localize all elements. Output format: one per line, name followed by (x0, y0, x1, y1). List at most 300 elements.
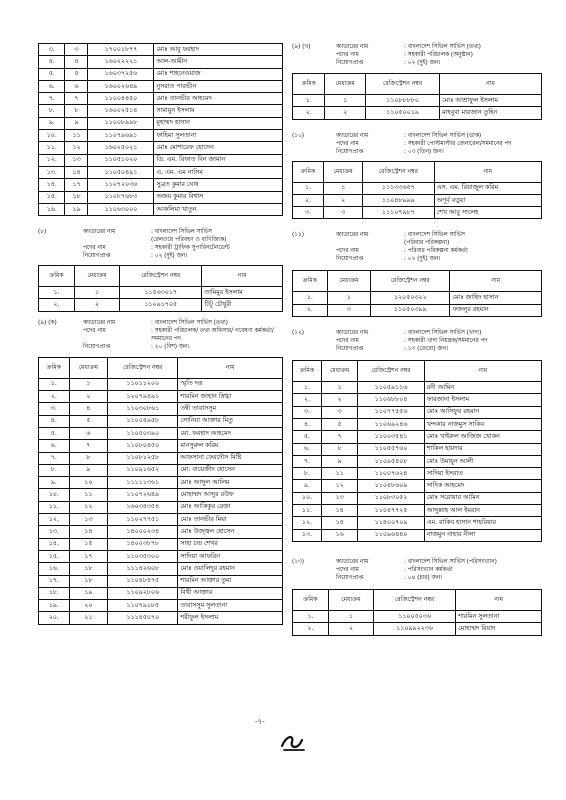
post-label: পদের নাম (336, 566, 359, 573)
recruited-value: : ০২ (দুই) জন। (151, 253, 188, 260)
cell-serial: ৩. (293, 406, 322, 418)
table-row (293, 394, 542, 406)
cell-reg: ১১০২৭৭৫১ (108, 514, 178, 526)
cell-merit: ১ (324, 182, 363, 194)
cell-reg: ১১৪০০৭০৯ (358, 517, 424, 529)
cell-name: এ. এম. এম নাসিম (154, 166, 283, 178)
section-8-meta (38, 228, 283, 260)
cell-serial: ১. (293, 182, 324, 194)
cell-name: মোঃ শাহনেওয়াজ (154, 68, 283, 80)
cell-serial: ১১. (293, 505, 322, 517)
post-label: পদের নাম (336, 140, 359, 147)
table-row (39, 612, 283, 624)
col-reg: রেজিস্ট্রেশন নম্বর (363, 161, 434, 182)
cell-name: এম. রাকিব হাসান শাহরিয়ার (424, 517, 541, 529)
cell-name: মোঃ আসিফুর রহমান (424, 406, 541, 418)
table-row (39, 299, 283, 311)
cell-reg: ১৪০০৩৮৭৮ (108, 538, 178, 550)
cell-merit: ৩ (65, 44, 88, 56)
cell-merit: ১২ (69, 501, 107, 513)
cell-serial: ১০. (39, 130, 65, 142)
cell-serial: ৬. (293, 443, 322, 455)
cell-reg: ১১০৪৮৬০৯ (358, 480, 424, 492)
post-value: : সহকারী পোস্টমাস্টার জেনারেল/সমমানের পদ (404, 140, 512, 147)
cell-serial: ১. (39, 287, 75, 299)
cell-serial: ১৮. (39, 587, 70, 599)
cell-merit: ৫ (65, 68, 88, 80)
table-row (293, 194, 542, 206)
top-table-body (39, 44, 283, 216)
cell-merit: ৩ (321, 406, 357, 418)
cell-merit: ১ (328, 610, 373, 622)
table-row (293, 505, 542, 517)
table-row (293, 292, 542, 304)
col-reg: রেজিস্ট্রেশন নম্বর (365, 74, 439, 95)
cell-merit: ৯ (65, 117, 88, 129)
post-value: : পরিসংখ্যান কর্মকর্তা (404, 566, 453, 573)
cell-merit: ১৯ (65, 203, 88, 215)
recruited-value: : ২০ (বিশ) জন। (151, 343, 190, 350)
cell-name: বিথী আক্তার (178, 587, 283, 599)
cell-merit: ১২ (65, 142, 88, 154)
col-merit: মেধাক্রম (69, 357, 107, 378)
recruited-label: নিয়োগপ্রাপ্ত (336, 256, 364, 263)
cell-merit: ২ (69, 391, 107, 403)
cell-reg: ১১০৬৮৮০৪ (358, 394, 424, 406)
col-reg: রেজিস্ট্রেশন নম্বর (371, 271, 450, 292)
cell-merit: ৮ (65, 105, 88, 117)
section-8-body (39, 287, 283, 312)
cell-merit: ২ (74, 299, 119, 311)
cell-merit: ২ (324, 194, 363, 206)
cell-reg: ১১০৭২০৩৬ (88, 179, 154, 191)
cell-merit: ১৩ (321, 492, 357, 504)
cadre-label: ক্যাডারের নাম (336, 330, 369, 337)
cell-merit: ৩ (327, 304, 370, 316)
recruited-value: : ০৪ (চার) জন। (404, 574, 443, 581)
table-row (39, 452, 283, 464)
table-row (39, 477, 283, 489)
cell-reg: ১১০০৪৯৫৮ (108, 415, 178, 427)
col-serial: ক্রমিক (39, 266, 75, 287)
cell-reg: ১১০৯৬৪৪০ (358, 529, 424, 541)
cell-name: মোঃ ওয়ালিদুর রহমান (178, 563, 283, 575)
right-column (292, 0, 542, 636)
table-row (39, 93, 283, 105)
cell-serial: ১১. (39, 142, 65, 154)
left-column (38, 0, 283, 625)
cell-name: সোনিয়া আক্তার মিতু (178, 415, 283, 427)
cell-reg: ১১০৫০০১৯ (365, 107, 439, 119)
cell-serial: ৫. (39, 68, 65, 80)
cell-name: খন্দকার নাজমুস সাকিব (424, 418, 541, 430)
page-number: -৭- (255, 718, 265, 726)
cell-name: তামিমুর ইসলাম (202, 287, 283, 299)
cell-name: অপূর্ব বড়ুয়া (434, 194, 541, 206)
recruited-label: নিয়োগপ্রাপ্ত (336, 60, 364, 66)
table-row (39, 501, 283, 513)
cell-name: শারমিন আক্তার তুমা (178, 575, 283, 587)
cell-merit: ৪ (65, 56, 88, 68)
section-number: (৯) (খ) (292, 44, 311, 50)
cell-merit: ১৩ (69, 514, 107, 526)
cell-name: মোঃ মোশারেফ হোসেন (154, 142, 283, 154)
col-serial: ক্রমিক (39, 357, 70, 378)
cell-merit: ২ (325, 107, 366, 119)
cell-reg: ১১০৯১৭০৫ (119, 299, 201, 311)
col-name: নাম (440, 74, 542, 95)
col-merit: মেধাক্রম (328, 589, 373, 610)
cell-name: মো. ফরহাদ আহমেদ (178, 427, 283, 439)
table-row (293, 207, 542, 219)
cell-reg: ১১০৯২৮০৬ (108, 587, 178, 599)
cell-serial: ২. (39, 299, 75, 311)
cell-merit: ১ (321, 382, 357, 394)
cell-merit: ১ (325, 95, 366, 107)
cell-merit: ১৮ (69, 575, 107, 587)
col-merit: মেধাক্রম (325, 74, 366, 95)
cell-name: মোহাম্মদ রিয়াদ (456, 623, 542, 635)
cell-merit: ৫ (321, 418, 357, 430)
cell-serial: ২. (293, 394, 322, 406)
cell-merit: ১৭ (65, 179, 88, 191)
cell-serial: ৪. (39, 56, 65, 68)
cell-serial: ১০. (293, 492, 322, 504)
cell-reg: ১১০৫৫৭৬০ (358, 443, 424, 455)
cell-name: শাকিল হায়দার (424, 443, 541, 455)
cell-merit: ৯ (321, 455, 357, 467)
cell-serial: ৬. (39, 440, 70, 452)
cell-serial: ১১. (39, 501, 70, 513)
col-name: নাম (178, 357, 283, 378)
table-row (293, 455, 542, 467)
section-9kh-table (292, 73, 542, 120)
recruited-label: নিয়োগপ্রাপ্ত (83, 343, 111, 350)
col-merit: মেধাক্রম (327, 271, 370, 292)
cell-reg: ১১০৯১৬৫২ (108, 464, 178, 476)
cell-name: সুব্রত কুমার ঘোষ (154, 179, 283, 191)
table-row (39, 587, 283, 599)
cell-name: মোঃ আশ্রাফুল ইসলাম (440, 95, 542, 107)
post-value: : পরিবার পরিকল্পনা কর্মকর্তা (404, 248, 468, 255)
cell-serial: ২. (39, 391, 70, 403)
cell-merit: ১৫ (69, 538, 107, 550)
table-row (39, 514, 283, 526)
post-value: : সহকারী খাদ্য নিয়ন্ত্রক/সমমানের পদ (404, 338, 488, 345)
cadre-value: : বাংলাদেশ সিভিল সার্ভিস (ডাক) (404, 132, 482, 139)
cell-reg: ১১০৮৮৮৮০ (365, 95, 439, 107)
cell-name: অজয় কুমার বিশ্বাস (154, 191, 283, 203)
table-row (293, 529, 542, 541)
cell-reg: ১১০৬৯২৪৬ (358, 418, 424, 430)
table-row (39, 166, 283, 178)
cell-reg: ১৬০২৫০২১ (88, 142, 154, 154)
cell-name: মোঃ তানভীর মিয়া (178, 514, 283, 526)
cell-serial: ২. (293, 194, 324, 206)
cell-reg: ১১০৩০৮৬১ (108, 403, 178, 415)
cell-serial: ৯. (39, 117, 65, 129)
recruited-label: নিয়োগপ্রাপ্ত (83, 253, 111, 260)
table-row (293, 406, 542, 418)
cell-name: তন্বী তাবাসসুম (178, 403, 283, 415)
table-row (39, 464, 283, 476)
cell-serial: ১০. (39, 489, 70, 501)
cell-merit: ৩ (324, 207, 363, 219)
cell-serial: ১৩. (293, 529, 322, 541)
cell-reg: ১১০৫৯১১৬ (358, 382, 424, 394)
cell-merit: ২১ (69, 612, 107, 624)
cadre-value: : বাংলাদেশ সিভিল সার্ভিস (তথ্য) (151, 319, 228, 326)
cell-reg: ১১০৭৯৬৯১ (88, 130, 154, 142)
cell-reg: ১১০৮৭৬৮৩ (88, 191, 154, 203)
cell-serial: ৪. (293, 418, 322, 430)
table-row (39, 105, 283, 117)
post-label: পদের নাম (336, 248, 359, 255)
table-row (39, 80, 283, 92)
table-row (293, 623, 542, 635)
cell-reg: ১১০৫০৩৯০ (108, 427, 178, 439)
table-row (39, 600, 283, 612)
cell-reg: ১২০৭৯৪৯১ (108, 391, 178, 403)
post-value: : সহকারী পরিচালক/ তথ্য অফিসার/ গবেষণা কর্মকর্তা/ সমমানের পদ (151, 327, 274, 342)
cell-name: মানসুরুল করিম (178, 440, 283, 452)
section-number: (১১) (292, 232, 305, 239)
post-value: : সহকারী ট্রাফিক সুপারিনটেনডেন্ট (151, 245, 230, 252)
table-row (39, 191, 283, 203)
cell-reg: ১১০৯৫৪০৮ (358, 455, 424, 467)
cell-reg: ১১০০৪৪৫০ (88, 93, 154, 105)
cell-name: আকলিমা খাতুন (154, 203, 283, 215)
cell-serial: ১. (293, 610, 329, 622)
cadre-value: : বাংলাদেশ সিভিল সার্ভিস (404, 232, 465, 239)
cell-name: সাহা চন্দ্র শেখর (178, 538, 283, 550)
cell-serial: ৮. (39, 105, 65, 117)
section-12-body (293, 382, 542, 542)
cell-serial: ২. (293, 623, 329, 635)
table-row (39, 489, 283, 501)
cell-merit: ২ (328, 623, 373, 635)
cell-serial: ৮. (293, 468, 322, 480)
cell-reg: ১৬০০২৫১৪ (88, 105, 154, 117)
cell-reg: ১৬০৩৪৩৫৪ (108, 501, 178, 513)
cell-merit: ১৬ (321, 529, 357, 541)
section-12-table (292, 360, 542, 542)
cell-merit: ১৪ (65, 166, 88, 178)
table-row (39, 526, 283, 538)
cell-reg: ১১৫৬৩০১৭ (119, 287, 201, 299)
table-row (293, 431, 542, 443)
table-row (293, 182, 542, 194)
cell-serial: ২. (293, 304, 328, 316)
recruited-label: নিয়োগপ্রাপ্ত (336, 574, 364, 581)
recruited-label: নিয়োগপ্রাপ্ত (336, 148, 364, 155)
table-row (293, 468, 542, 480)
cell-reg: ১১০৬৩০০০ (88, 203, 154, 215)
cell-serial: ৭. (39, 93, 65, 105)
cell-serial: ৬. (39, 80, 65, 92)
cell-reg: ১১০৪৮৪৭৫ (108, 575, 178, 587)
cell-merit: ১৮ (69, 563, 107, 575)
table-row (39, 44, 283, 56)
table-row (39, 203, 283, 215)
cell-serial: ৯. (293, 480, 322, 492)
cell-name: নাজমুন নাহার নীলা (424, 529, 541, 541)
cell-name: আফসানা ফেরদৌস মিষ্টি (178, 452, 283, 464)
cell-name: আল-আমীন (154, 56, 283, 68)
section-9k-body (39, 378, 283, 624)
cell-merit: ৯ (69, 464, 107, 476)
cell-merit: ৮ (321, 443, 357, 455)
top-table (38, 43, 283, 216)
cell-serial: ১৫. (39, 191, 65, 203)
cell-name: টিটু চৌধুরী (202, 299, 283, 311)
cell-serial: ৯. (39, 477, 70, 489)
cell-serial: ১৯. (39, 600, 70, 612)
table-row (39, 391, 283, 403)
cell-merit: ১৪ (69, 526, 107, 538)
col-reg: রেজিস্ট্রেশন নম্বর (108, 357, 178, 378)
col-name: নাম (450, 271, 542, 292)
cell-merit: ১৯ (69, 587, 107, 599)
cell-merit: ১১ (65, 130, 88, 142)
cell-serial: ১৬. (39, 203, 65, 215)
col-name: নাম (202, 266, 283, 287)
table-row (39, 56, 283, 68)
table-row (39, 427, 283, 439)
table-row (293, 107, 542, 119)
cadre-value: : বাংলাদেশ সিভিল সার্ভিস (তথ্য) (404, 44, 481, 50)
cell-merit: ১৪ (321, 505, 357, 517)
cell-name: মোঃ আবু ফরহাদ (154, 44, 283, 56)
cell-reg: ১১০৭৯১৮৫ (108, 600, 178, 612)
cell-reg: ১৪০০০২৩৪ (108, 526, 178, 538)
cadre-value: : বাংলাদেশ সিভিল সার্ভিস (151, 229, 212, 236)
cell-name: মাহবুবা মারজান তুহিন (440, 107, 542, 119)
post-value: : সহকারী পরিচালক (অনুষ্ঠান) (404, 52, 473, 58)
section-11-body (293, 292, 542, 317)
table-row (39, 550, 283, 562)
col-reg: রেজিস্ট্রেশন নম্বর (119, 266, 201, 287)
table-row (39, 563, 283, 575)
cell-merit: ৭ (321, 431, 357, 443)
cell-merit: ১৮ (65, 191, 88, 203)
cell-serial: ৫. (293, 431, 322, 443)
cell-reg: ১১০৮৩০৫২ (358, 492, 424, 504)
table-row (39, 378, 283, 390)
cell-name: মোঃ জাহিদ হাসান (450, 292, 542, 304)
cell-serial: ২. (293, 107, 325, 119)
table-row (39, 287, 283, 299)
cell-serial: ৩. (39, 44, 65, 56)
col-merit: মেধাক্রম (74, 266, 119, 287)
cell-reg: ১১০৮১২৫৮ (108, 452, 178, 464)
cadre-value-2: (পরিবার পরিকল্পনা) (404, 240, 450, 247)
cadre-label: ক্যাডারের নাম (336, 232, 369, 239)
col-name: নাম (424, 361, 541, 382)
cadre-label: ক্যাডারের নাম (83, 229, 116, 236)
cell-reg: ১১০৭২৬৪৯ (108, 489, 178, 501)
post-label: পদের নাম (336, 338, 359, 345)
section-13-body (293, 610, 542, 635)
cell-reg: ১১০৮০৪৫০ (108, 440, 178, 452)
col-serial: ক্রমিক (293, 271, 328, 292)
cell-name: মোঃ আব্দুল আলিম (178, 477, 283, 489)
cell-reg: ১১০০৮৯৯৮ (88, 117, 154, 129)
table-row (293, 492, 542, 504)
cell-merit: ৬ (65, 80, 88, 92)
table-row (293, 95, 542, 107)
cell-serial: ১৩. (39, 166, 65, 178)
recruited-value: : ০৩ (তিন) জন। (404, 148, 444, 155)
cell-reg: ১১১১১৩৬১ (108, 477, 178, 489)
cell-merit: ৫ (69, 415, 107, 427)
cell-reg: ১১০৫১০২০ (88, 154, 154, 166)
cadre-label: ক্যাডারের নাম (336, 558, 369, 565)
section-8-table (38, 265, 283, 312)
col-merit: মেধাক্রম (321, 361, 357, 382)
section-10-table (292, 161, 542, 220)
cell-reg: ১১১৪৫০৭০ (108, 612, 178, 624)
section-9kh-meta (292, 43, 542, 67)
table-row (293, 304, 542, 316)
cell-reg: ১১০১১২০০ (108, 378, 178, 390)
cell-serial: ৩. (39, 403, 70, 415)
cell-serial: ১২. (39, 154, 65, 166)
section-13-meta (292, 558, 542, 582)
table-row (39, 415, 283, 427)
cell-merit: ১৩ (65, 154, 88, 166)
cell-name: স্মৃতি দত্ত (178, 378, 283, 390)
cell-reg: ১১০৫০৪৯১ (88, 166, 154, 178)
table-row (39, 575, 283, 587)
section-13-table (292, 589, 542, 636)
cell-serial: ৭. (39, 452, 70, 464)
cadre-value-2: (রেলওয়ে পরিবহণ ও বাণিজ্যিক) (151, 237, 227, 244)
cell-name: মোঃ সরোয়ার আমিন (424, 492, 541, 504)
cell-merit: ১২ (321, 480, 357, 492)
cell-name: মোঃ উজ্জ্বল হোসেন (178, 526, 283, 538)
cell-merit: ৪ (69, 403, 107, 415)
cell-name: মোঃ উমায়ুন আলী (424, 455, 541, 467)
section-9kh-body (293, 95, 542, 120)
cell-name: ফাহিমা সুলতানা (154, 130, 283, 142)
cadre-label: ক্যাডারের নাম (83, 319, 116, 326)
post-label: পদের নাম (336, 52, 359, 58)
cell-reg: ১১০০৫০৩৬ (373, 610, 455, 622)
cell-reg: ১১০৪৭৭২৫ (358, 505, 424, 517)
cell-name: মো: বায়েজীদ হোসেন (178, 464, 283, 476)
cell-serial: ১৫. (39, 550, 70, 562)
cell-reg: ১৭০০১৮৭৭ (88, 44, 154, 56)
cell-merit: ২ (321, 394, 357, 406)
table-row (293, 480, 542, 492)
cell-name: নুসরাত পারভীন (154, 80, 283, 92)
cell-reg: ১১০০৩৫৪১ (358, 431, 424, 443)
cadre-label: ক্যাডারের নাম (336, 44, 369, 50)
cell-name: এস. এম. রিয়াজুল করিম (434, 182, 541, 194)
section-10-meta (292, 132, 542, 156)
cell-reg: ১১০৩৫৩০০ (108, 550, 178, 562)
cell-name: মোঃ আকিকুর রেজা (178, 501, 283, 513)
table-row (39, 403, 283, 415)
section-number: (১৩) (292, 558, 305, 565)
cell-reg: ১১০৯৯২২৩৬ (373, 623, 455, 635)
cell-merit: ১১ (321, 468, 357, 480)
cell-name: ফারজানা ইসলাম (424, 394, 541, 406)
cell-merit: ২০ (69, 600, 107, 612)
cell-serial: ১. (39, 378, 70, 390)
table-row (293, 418, 542, 430)
